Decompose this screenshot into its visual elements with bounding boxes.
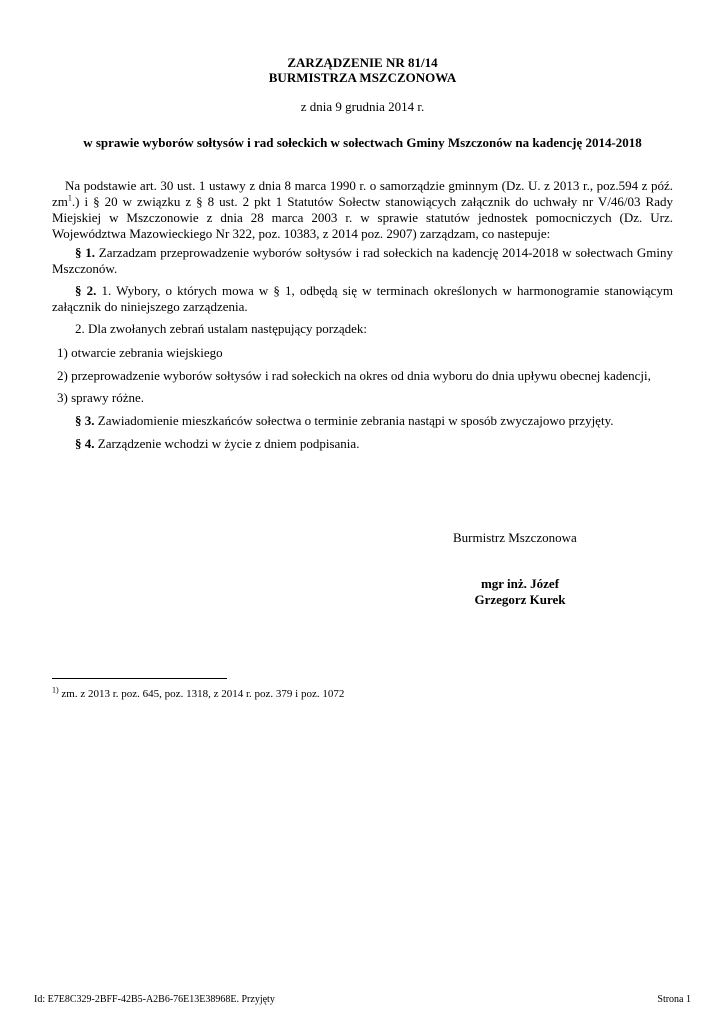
document-title xyxy=(0,55,725,85)
footnote-divider xyxy=(52,678,227,679)
section-2-mark: § 2. xyxy=(75,283,97,298)
title-line-1: ZARZĄDZENIE NR 81/14 xyxy=(287,55,438,70)
section-3-mark: § 3. xyxy=(75,413,95,428)
section-1 xyxy=(52,245,673,277)
document-date: z dnia 9 grudnia 2014 r. xyxy=(300,99,425,114)
footnote-marker: 1) xyxy=(52,685,59,695)
signature-name-line-1: mgr inż. Józef xyxy=(480,576,560,591)
list-item: 2) przeprowadzenie wyborów sołtysów i rad sołeckich na okres od dnia wyboru do dnia upływu obecnej kadencji, xyxy=(57,368,651,383)
section-1-mark: § 1. xyxy=(75,245,96,260)
document-id: Id: E7E8C329-2BFF-42B5-A2B6-76E13E38968E. Przyjęty xyxy=(34,994,275,1005)
preamble xyxy=(52,178,673,242)
footnote-text: zm. z 2013 r. poz. 645, poz. 1318, z 2014 r. poz. 379 i poz. 1072 xyxy=(58,688,345,700)
signature-title: Burmistrz Mszczonowa xyxy=(453,530,577,545)
section-4-mark: § 4. xyxy=(75,436,95,451)
preamble-text-start: Na podstawie art. 30 ust. 1 ustawy z dnia 8 marca 1990 r. o samorządzie gminnym (Dz. U. z 2013 r., poz.594 z póź. zm xyxy=(52,178,673,209)
section-2 xyxy=(52,283,673,315)
footnote-reference: 1 xyxy=(67,193,72,203)
section-3 xyxy=(75,413,673,429)
section-2-text: 1. Wybory, o których mowa w § 1, odbędą się w terminach określonych w harmonogramie stanowiącym załącznik do niniejszego zarządzenia. xyxy=(52,283,674,314)
footnote xyxy=(52,685,345,700)
title-line-2: BURMISTRZA MSZCZONOWA xyxy=(268,70,457,85)
page-number: Strona 1 xyxy=(657,994,691,1005)
section-3-text: Zawiadomienie mieszkańców sołectwa o terminie zebrania nastąpi w sposób zwyczajowo przyjęty. xyxy=(94,413,614,428)
signature-name xyxy=(440,576,600,608)
section-1-text: Zarzadzam przeprowadzenie wyborów sołtysów i rad sołeckich na kadencję 2014-2018 w sołectwach Gminy Mszczonów. xyxy=(52,245,674,276)
document-subject: w sprawie wyborów sołtysów i rad sołeckich w sołectwach Gminy Mszczonów na kadencję 2014-2018 xyxy=(83,135,642,150)
section-4 xyxy=(75,436,673,452)
signature-name-line-2: Grzegorz Kurek xyxy=(474,592,566,607)
list-item: 1) otwarcie zebrania wiejskiego xyxy=(57,345,223,360)
list-item: 3) sprawy różne. xyxy=(57,390,144,405)
section-4-text: Zarządzenie wchodzi w życie z dniem podpisania. xyxy=(94,436,360,451)
preamble-text-end: .) i § 20 w związku z § 8 ust. 2 pkt 1 Statutów Sołectw stanowiących załącznik do uchwały nr V/46/03 Rady Miejskiej w Mszczonowie z dnia 28 marca 2003 r. w sprawie statutów jednostek pomocniczych (Dz. Urz. Województwa Mazowieckiego Nr 322, poz. 10383, z 2014 poz. 2907) zarządzam, co nastepuje: xyxy=(52,194,673,241)
section-2-point-2: 2. Dla zwołanych zebrań ustalam następujący porządek: xyxy=(75,321,368,336)
